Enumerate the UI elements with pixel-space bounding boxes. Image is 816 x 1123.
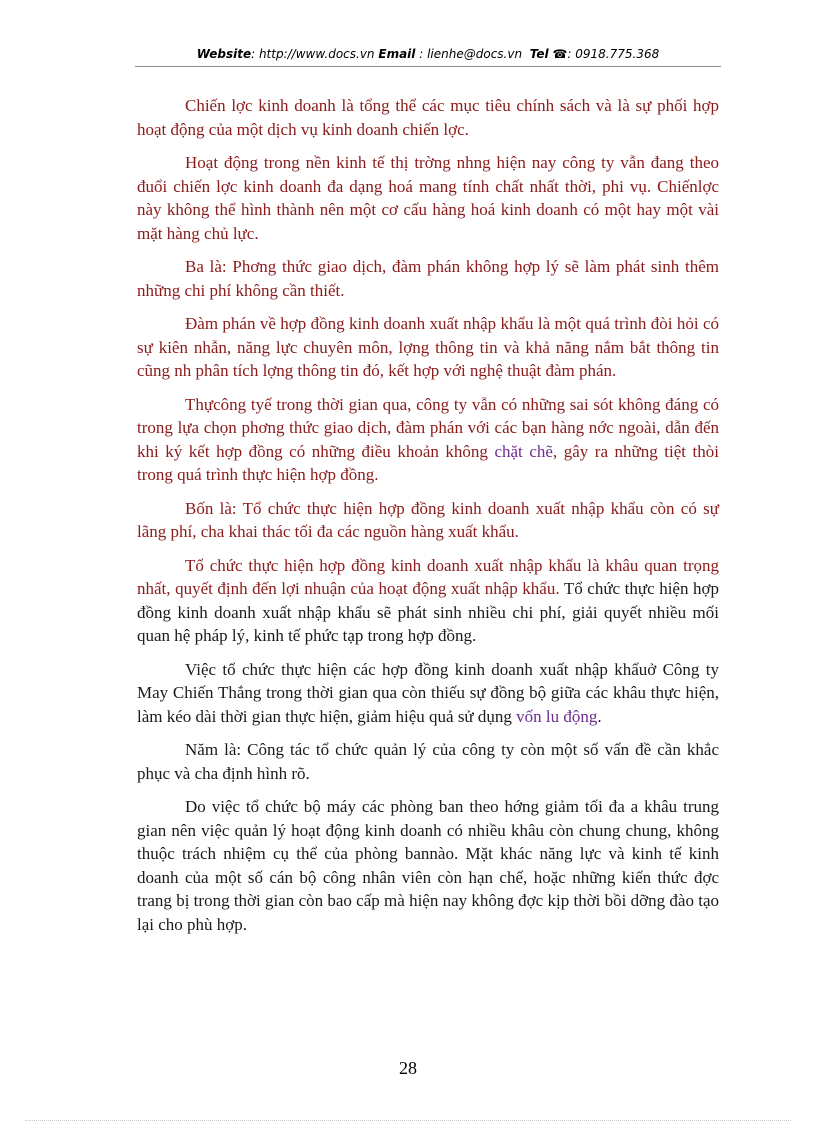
website-value: : http://www.docs.vn (251, 47, 375, 61)
paragraph (137, 497, 719, 544)
document-body (137, 94, 719, 946)
tel-value: : 0918.775.368 (567, 47, 660, 61)
page-header (135, 47, 721, 65)
page-bottom-border (25, 1120, 791, 1121)
website-label: Website (196, 47, 252, 61)
paragraph (137, 738, 719, 785)
paragraph-text: Hoạt động trong nền kinh tế thị trờng nhng hiện nay công ty vẫn đang theo đuổi chiến lợc kinh doanh đa dạng hoá mang tính chất nhất thời, phi vụ. Chiếnlợc này không thể hình thành nên một cơ cấu hàng hoá kinh doanh có một hay một vài mặt hàng chủ lực. (137, 153, 719, 243)
paragraph-text: Ba là: Phơng thức giao dịch, đàm phán không hợp lý sẽ làm phát sinh thêm những chi phí không cần thiết. (137, 257, 719, 300)
paragraph-text: Tổ chức thực hiện hợp đồng kinh doanh xuất nhập khẩu là khâu quan trọng nhất, quyết định đến lợi nhuận của hoạt động xuất nhập khẩu. (137, 555, 719, 598)
paragraph-text: Bốn là: Tổ chức thực hiện hợp đồng kinh doanh xuất nhập khẩu còn có sự lãng phí, cha khai thác tối đa các nguồn hàng xuất khẩu. (137, 498, 719, 541)
paragraph-text: Do việc tổ chức bộ máy các phòng ban theo hớng giảm tối đa a khâu trung gian nên việc quản lý hoạt động kinh doanh có nhiều khâu còn chung chung, không thuộc trách nhiệm cụ thể của phòng bannào. Mặt khác năng lực và kinh tế kinh doanh của một số cán bộ công nhân viên còn hạn chế, hoặc những kiến thức đợc trang bị trong thời gian còn bao cấp mà hiện nay không đợc kịp thời bồi dỡng đào tạo lại cho phù hợp. (137, 797, 719, 934)
header-divider (135, 66, 721, 67)
paragraph-text: Năm là: Công tác tổ chức quản lý của công ty còn một số vấn đề cần khắc phục và cha định hình rõ. (137, 740, 719, 783)
paragraph-text: Việc tổ chức thực hiện các hợp đồng kinh doanh xuất nhập khẩuở Công ty May Chiến Thắng trong thời gian qua còn thiếu sự đồng bộ giữa các khâu thực hiện, làm kéo dài thời gian thực hiện, giảm hiệu quả sử dụng (137, 659, 719, 726)
paragraph-tail: , gây ra những tiệt thòi trong quá trình thực hiện hợp đồng. (137, 441, 719, 484)
email-value: : lienhe@docs.vn (419, 47, 523, 61)
paragraph-text: Chiến lợc kinh doanh là tổng thể các mục tiêu chính sách và là sự phối hợp hoạt động của một dịch vụ kinh doanh chiến lợc. (137, 96, 719, 139)
paragraph-text: Thựcông tyế trong thời gian qua, công ty vẫn có những sai sót không đáng có trong lựa chọn phơng thức giao dịch, đàm phán với các bạn hàng nớc ngoài, dẫn đến khi ký kết hợp đồng có những điều khoản không (137, 394, 719, 461)
paragraph (137, 151, 719, 245)
email-label: Email (378, 47, 416, 61)
paragraph-tail: . (597, 706, 602, 726)
paragraph (137, 554, 719, 648)
paragraph-tail: Tổ chức thực hiện hợp đồng kinh doanh xuất nhập khẩu sẽ phát sinh nhiều chi phí, giải quyết nhiều mối quan hệ pháp lý, kinh tế phức tạp trong hợp đồng. (137, 579, 720, 645)
highlighted-term: chặt chẽ (494, 441, 553, 461)
highlighted-term: vốn lu động (516, 706, 598, 726)
paragraph (137, 795, 719, 936)
paragraph (137, 255, 719, 302)
paragraph (137, 658, 719, 729)
page-number: 28 (399, 1058, 417, 1078)
tel-label: Tel (529, 47, 549, 61)
paragraph (137, 393, 719, 487)
phone-icon: ☎ (552, 47, 568, 61)
paragraph-text: Đàm phán về hợp đồng kinh doanh xuất nhập khẩu là một quá trình đòi hỏi có sự kiên nhẫn, năng lực chuyên môn, lợng thông tin và khả năng nắm bắt thông tin cũng nh phân tích lợng thông tin đó, kết hợp với nghệ thuật đàm phán. (137, 314, 719, 380)
paragraph (137, 94, 719, 141)
paragraph (137, 312, 719, 383)
